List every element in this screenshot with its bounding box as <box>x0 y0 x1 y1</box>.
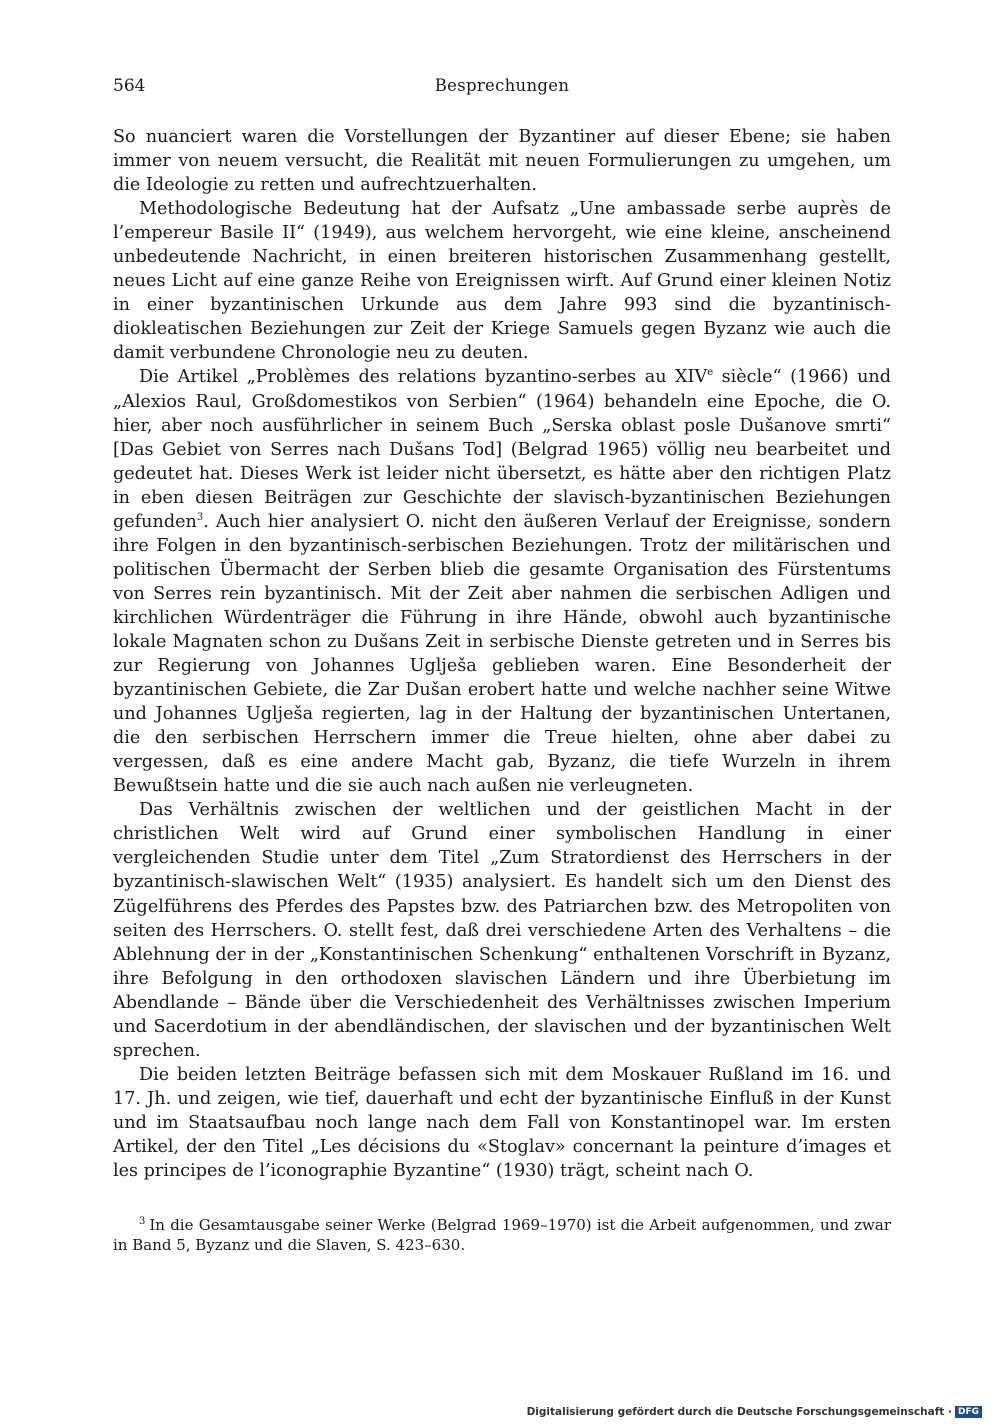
century-superscript: e <box>707 367 714 379</box>
paragraph-3-part-3: . Auch hier analysiert O. nicht den äußeren Verlauf der Ereignisse, sondern ihre Folgen in den byzantinisch-serbischen Beziehungen. Trotz der militärischen und politischen Übermacht der Serben blieb die gesamte Organisation des Fürstentums von Serres rein byzantinisch. Mit der Zeit aber nahmen die serbischen Adligen und kirchlichen Würdenträger die Führung in ihre Hände, obwohl auch byzantinische lokale Magnaten schon zu Dušans Zeit in serbische Dienste getreten und in Serres bis zur Regierung von Johannes Uglješa geblieben waren. Eine Besonderheit der byzantinischen Gebiete, die Zar Dušan erobert hatte und welche nachher seine Witwe und Johannes Uglješa regierten, lag in der Haltung der byzantinischen Untertanen, die den serbischen Herrschern immer die Treue hielten, ohne aber dabei zu vergessen, daß es eine andere Macht gab, Byzanz, die tiefe Wurzeln in ihrem Bewußtsein hatte und die sie auch nach außen nie verleugneten. <box>113 511 891 797</box>
dfg-logo: DFG <box>955 1406 982 1418</box>
paragraph-3-part-2: siècle“ (1966) und „Alexios Raul, Großdomestikos von Serbien“ (1964) behandeln eine Epoche, die O. hier, aber noch ausführlicher in seinem Buch „Serska oblast posle Dušanove smrti“ [Das Gebiet von Serres nach Dušans Tod] (Belgrad 1965) völlig neu bearbeitet und gedeutet hat. Dieses Werk ist leider nicht übersetzt, es hätte aber den richtigen Platz in eben diesen Beiträgen zur Geschichte der slavisch-byzantinischen Beziehungen gefunden <box>113 367 891 532</box>
paragraph-3 <box>113 365 891 798</box>
paragraph-5: Die beiden letzten Beiträge befassen sich mit dem Moskauer Rußland im 16. und 17. Jh. und zeigen, wie tief, dauerhaft und echt der byzantinische Einfluß in der Kunst und im Staatsaufbau noch lange nach dem Fall von Konstantinopel war. Im ersten Artikel, der den Titel „Les décisions du «Stoglav» concernant la peinture d’images et les principes de l’iconographie Byzantine“ (1930) trägt, scheint nach O. <box>113 1064 891 1182</box>
body-text <box>113 125 891 1183</box>
running-head: Besprechungen <box>434 76 570 95</box>
digitization-credit <box>527 1406 982 1418</box>
page-number: 564 <box>113 76 146 96</box>
paragraph-3-part-1: Die Artikel „Problèmes des relations byzantino-serbes au XIV <box>139 367 708 388</box>
paragraph-4: Das Verhältnis zwischen der weltlichen und der geistlichen Macht in der christlichen Welt wird auf Grund einer symbolischen Handlung in einer vergleichenden Studie unter dem Titel „Zum Stratordienst des Herrschers in der byzantinisch-slawischen Welt“ (1935) analysiert. Es handelt sich um den Dienst des Zügelführens des Pferdes des Papstes bzw. des Patriarchen bzw. des Metropoliten von seiten des Herrschers. O. stellt fest, daß drei verschiedene Arten des Verhaltens – die Ablehnung der in der „Konstantinischen Schenkung“ enthaltenen Vorschrift in Byzanz, ihre Befolgung in den orthodoxen slavischen Ländern und ihre Überbietung im Abendlande – Bände über die Verschiedenheit des Verhältnisses zwischen Imperium und Sacerdotium in der abendländischen, der slavischen und der byzantinischen Welt sprechen. <box>113 800 891 1061</box>
credit-text: Digitalisierung gefördert durch die Deutsche Forschungsgemeinschaft · <box>526 1406 952 1418</box>
paragraph-1: So nuanciert waren die Vorstellungen der Byzantiner auf dieser Ebene; sie haben immer von neuem versucht, die Realität mit neuen Formulierungen zu umgehen, um die Ideologie zu retten und aufrechtzuerhalten. <box>113 127 891 196</box>
paragraph-2: Methodologische Bedeutung hat der Aufsatz „Une ambassade serbe auprès de l’empereur Basile II“ (1949), aus welchem hervorgeht, wie eine kleine, anscheinend unbedeutende Nachricht, in einen breiteren historischen Zusammenhang gestellt, neues Licht auf eine ganze Reihe von Ereignissen wirft. Auf Grund einer kleinen Notiz in einer byzantinischen Urkunde aus dem Jahre 993 sind die byzantinisch-diokleatischen Beziehungen zur Zeit der Kriege Samuels gegen Byzanz wie auch die damit verbundene Chronologie neu zu deuten. <box>113 199 891 364</box>
page-header <box>113 76 891 100</box>
footnote-reference: 3 <box>196 511 204 523</box>
footnote <box>113 1215 891 1255</box>
footnote-mark: 3 <box>139 1216 146 1227</box>
footnote-text: In die Gesamtausgabe seiner Werke (Belgrad 1969–1970) ist die Arbeit aufgenommen, und zwar in Band 5, Byzanz und die Slaven, S. 423–630. <box>113 1216 891 1254</box>
